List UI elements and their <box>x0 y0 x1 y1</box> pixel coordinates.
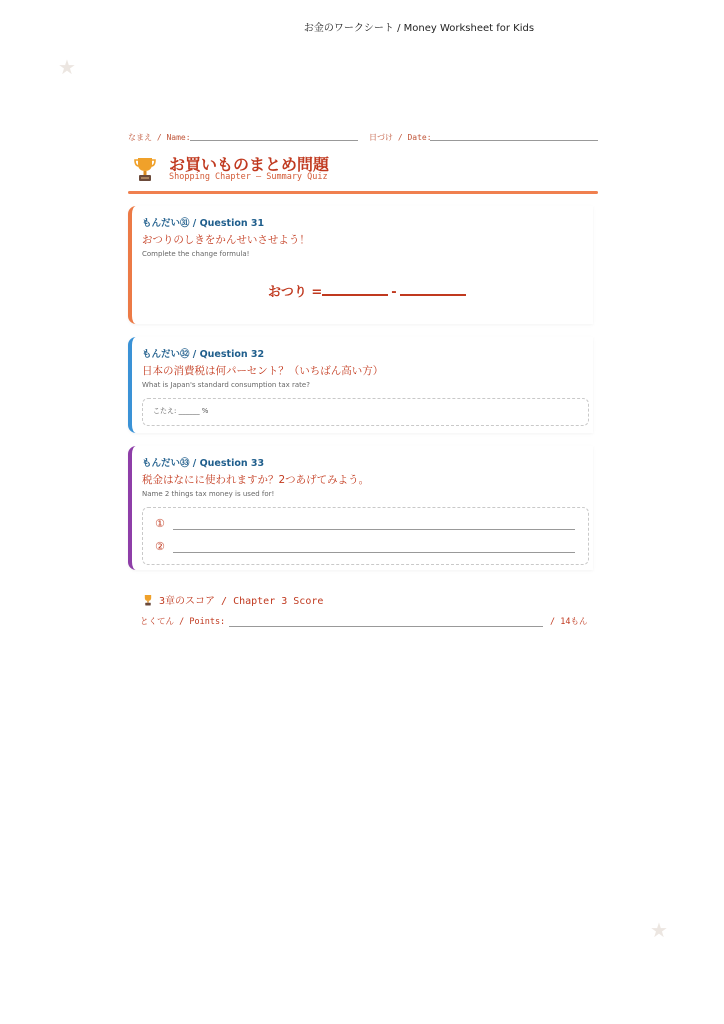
title-block <box>134 154 604 194</box>
list-item[interactable] <box>155 540 575 554</box>
points-max: / 14もん <box>550 617 588 627</box>
question-label: もんだい㉜ / Question 32 <box>142 349 265 360</box>
question-label: もんだい㉝ / Question 33 <box>142 458 265 469</box>
change-formula <box>268 281 466 300</box>
name-label: なまえ / Name: <box>128 133 191 142</box>
name-field-line[interactable] <box>190 140 358 141</box>
answer-line[interactable] <box>173 552 575 553</box>
question-card-33 <box>128 446 593 570</box>
title-divider <box>128 191 598 194</box>
page-header: お金のワークシート / Money Worksheet for Kids <box>303 23 535 34</box>
question-label: もんだい㉛ / Question 31 <box>142 218 265 229</box>
question-text-en: Complete the change formula! <box>142 250 250 258</box>
question-card-32 <box>128 337 593 433</box>
page-title: お買いものまとめ問題 <box>169 155 330 174</box>
date-label: 日づけ / Date: <box>369 133 432 142</box>
question-text-ja: 税金はなにに使われますか？2つあげてみよう。 <box>142 474 370 486</box>
item-number: ② <box>155 540 165 553</box>
answer-prompt: こたえ: ______ % <box>153 407 209 415</box>
question-text-ja: 日本の消費税は何パーセント？（いちばん高い方） <box>142 365 384 377</box>
points-label: とくてん / Points: <box>140 617 226 627</box>
formula-blank-1[interactable] <box>322 283 388 296</box>
formula-label: おつり = <box>268 285 323 300</box>
list-item[interactable] <box>155 517 575 531</box>
star-icon: ★ <box>58 55 76 79</box>
date-field-line[interactable] <box>430 140 598 141</box>
trophy-icon <box>134 156 156 182</box>
score-row <box>140 614 590 628</box>
question-text-en: Name 2 things tax money is used for! <box>142 490 275 498</box>
score-title <box>143 592 323 607</box>
formula-blank-2[interactable] <box>400 283 466 296</box>
star-icon: ★ <box>650 918 668 942</box>
question-card-31 <box>128 206 593 324</box>
formula-operator: - <box>391 285 397 300</box>
trophy-icon <box>143 594 153 606</box>
points-line[interactable] <box>229 626 543 627</box>
answer-box[interactable] <box>142 398 589 426</box>
question-text-en: What is Japan's standard consumption tax rate? <box>142 381 310 389</box>
question-text-ja: おつりのしきをかんせいさせよう！ <box>142 234 310 246</box>
page-subtitle: Shopping Chapter — Summary Quiz <box>169 172 328 182</box>
score-title-text: 3章のスコア / Chapter 3 Score <box>159 596 324 607</box>
answer-box <box>142 507 589 565</box>
item-number: ① <box>155 517 165 530</box>
answer-line[interactable] <box>173 529 575 530</box>
name-date-bar <box>128 131 598 143</box>
